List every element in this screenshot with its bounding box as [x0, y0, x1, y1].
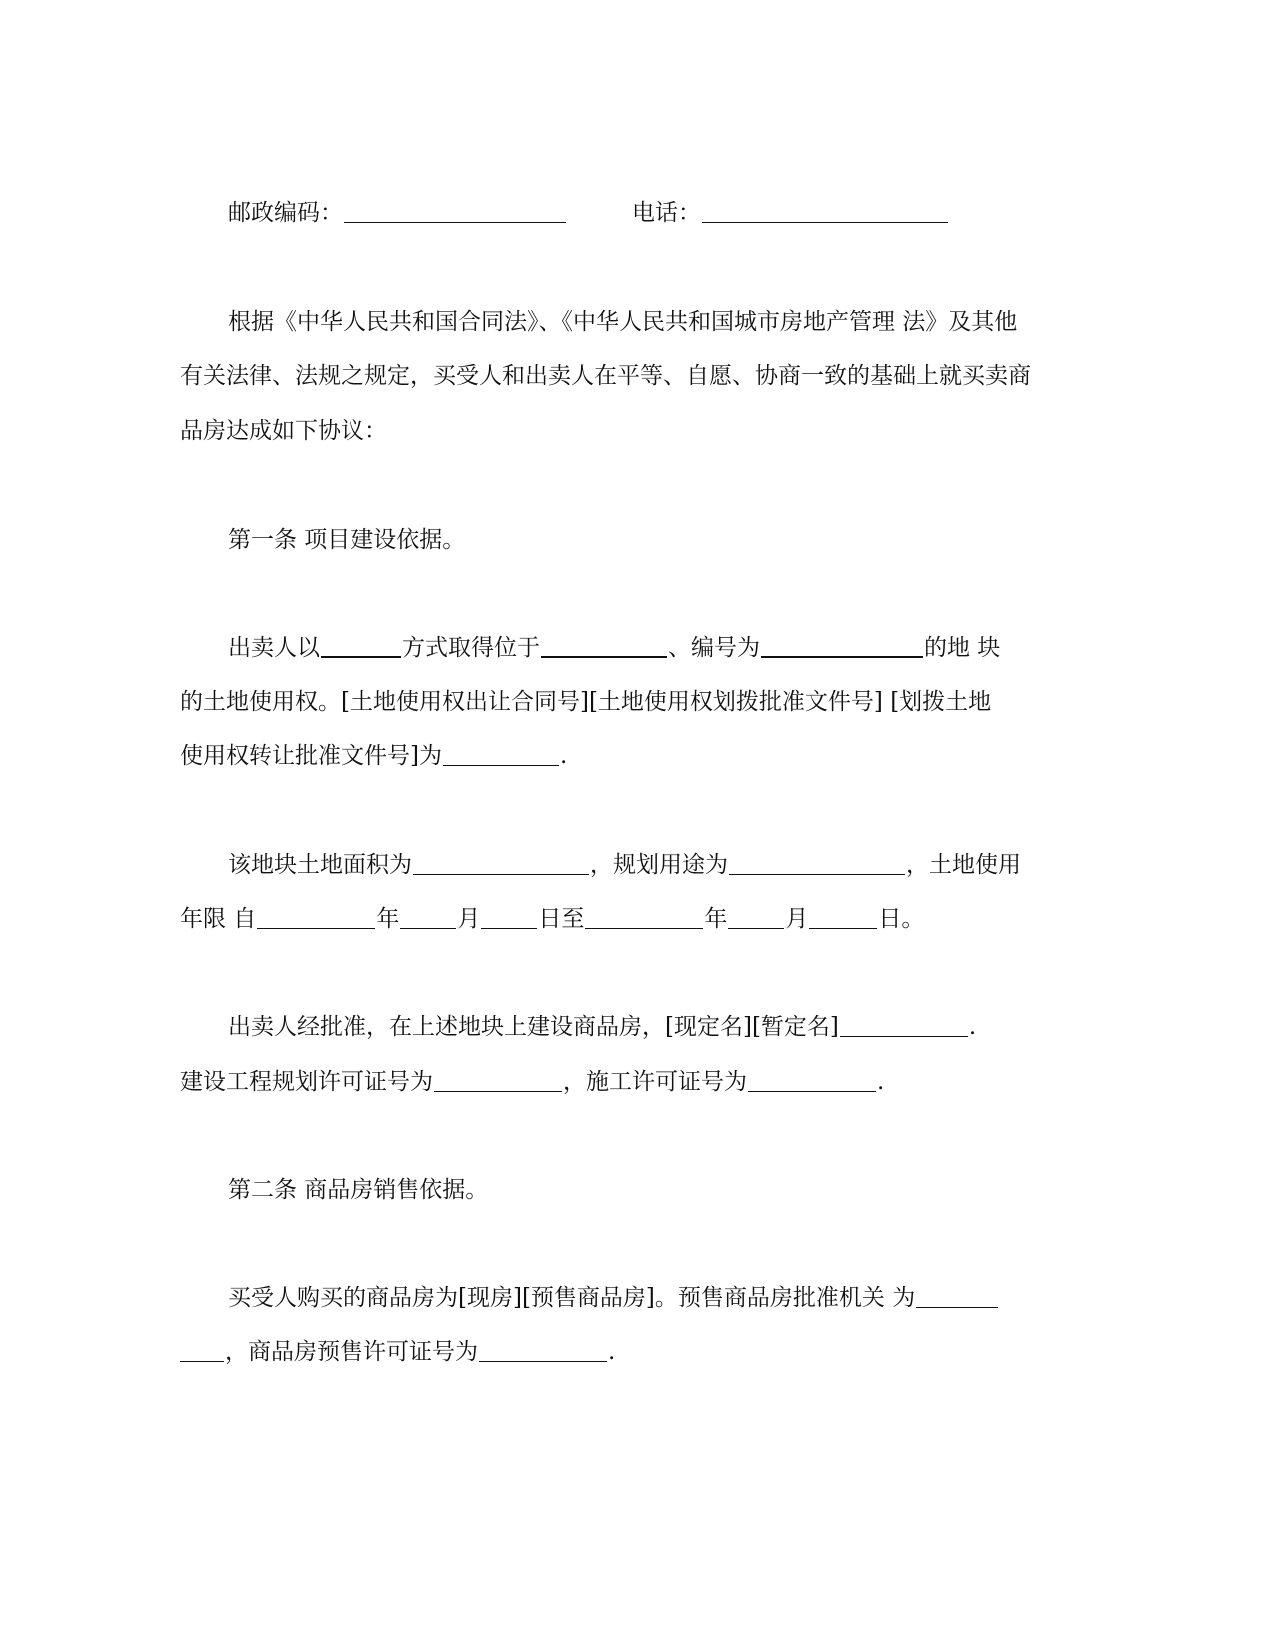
phone-label: 电话： — [632, 200, 701, 226]
text-segment: 、编号为 — [668, 635, 760, 661]
article-1-p2-line-1 — [228, 851, 1021, 879]
article-2-title: 第二条 商品房销售依据。 — [228, 1177, 489, 1203]
text-segment: 日。 — [878, 906, 925, 932]
start-month-blank — [400, 906, 456, 929]
location-blank — [541, 634, 667, 658]
article-1-p1-line-1 — [228, 634, 1000, 662]
end-day-blank — [809, 906, 877, 929]
intro-line-3: 品房达成如下协议： — [180, 418, 387, 444]
text-segment: ，土地使用 — [906, 852, 1021, 878]
text-segment: ，施工许可证号为 — [563, 1069, 747, 1095]
land-area-blank — [413, 852, 589, 875]
text-segment: 出卖人以 — [228, 635, 320, 661]
approval-doc-blank — [443, 743, 559, 766]
article-2-p1-line-2 — [180, 1338, 615, 1366]
presale-permit-blank — [479, 1339, 607, 1362]
end-year-blank — [585, 906, 703, 929]
text-segment: . — [968, 1014, 977, 1040]
text-segment: 月 — [457, 906, 481, 932]
article-1-p3-line-1 — [228, 1013, 976, 1041]
article-2-p1-line-1 — [228, 1284, 999, 1312]
text-segment: . — [608, 1339, 616, 1365]
postal-code-blank — [344, 200, 566, 223]
article-1-p2-line-2 — [180, 905, 924, 933]
article-1-p1-line-3 — [180, 742, 567, 770]
end-month-blank — [728, 906, 784, 929]
intro-line-2: 有关法律、法规之规定，买受人和出卖人在平等、自愿、协商一致的基础上就买卖商 — [180, 363, 1031, 389]
text-segment: 该地块土地面积为 — [228, 852, 412, 878]
text-segment: 出卖人经批准，在上述地块上建设商品房，[现定名][暂定名] — [228, 1014, 839, 1040]
text-segment: ，商品房预售许可证号为 — [225, 1339, 478, 1365]
text-segment: 日至 — [538, 906, 585, 932]
contact-line — [228, 199, 567, 227]
text-segment: ，规划用途为 — [590, 852, 728, 878]
postal-code-label: 邮政编码： — [228, 200, 343, 226]
approval-authority-blank — [916, 1285, 998, 1308]
article-1-p1-line-2: 的土地使用权。[土地使用权出让合同号][土地使用权划拨批准文件号] [划拨土地 — [180, 689, 992, 715]
text-segment: . — [877, 1069, 885, 1095]
number-blank — [761, 634, 923, 658]
text-segment: 买受人购买的商品房为[现房][预售商品房]。预售商品房批准机关 为 — [228, 1285, 916, 1311]
project-name-blank — [840, 1014, 968, 1037]
text-segment: 年限 自 — [180, 906, 257, 932]
start-day-blank — [481, 906, 537, 929]
text-segment: 建设工程规划许可证号为 — [180, 1069, 433, 1095]
approval-authority-blank-cont — [180, 1339, 224, 1362]
intro-line-1: 根据《中华人民共和国合同法》、《中华人民共和国城市房地产管理 法》及其他 — [228, 309, 1018, 335]
text-segment: . — [559, 743, 568, 769]
text-segment: 月 — [785, 906, 809, 932]
text-segment: 的地 块 — [924, 635, 1001, 661]
start-year-blank — [257, 906, 375, 929]
land-use-blank — [729, 852, 905, 875]
text-segment: 年 — [704, 906, 728, 932]
text-segment: 方式取得位于 — [402, 635, 540, 661]
text-segment: 年 — [376, 906, 400, 932]
article-1-title: 第一条 项目建设依据。 — [228, 527, 466, 553]
article-1-p3-line-2 — [180, 1068, 884, 1096]
planning-permit-blank — [434, 1069, 562, 1092]
text-segment: 使用权转让批准文件号]为 — [180, 743, 442, 769]
method-blank — [321, 634, 401, 658]
construction-permit-blank — [748, 1069, 876, 1092]
phone-line — [632, 199, 949, 227]
phone-blank — [702, 200, 948, 223]
